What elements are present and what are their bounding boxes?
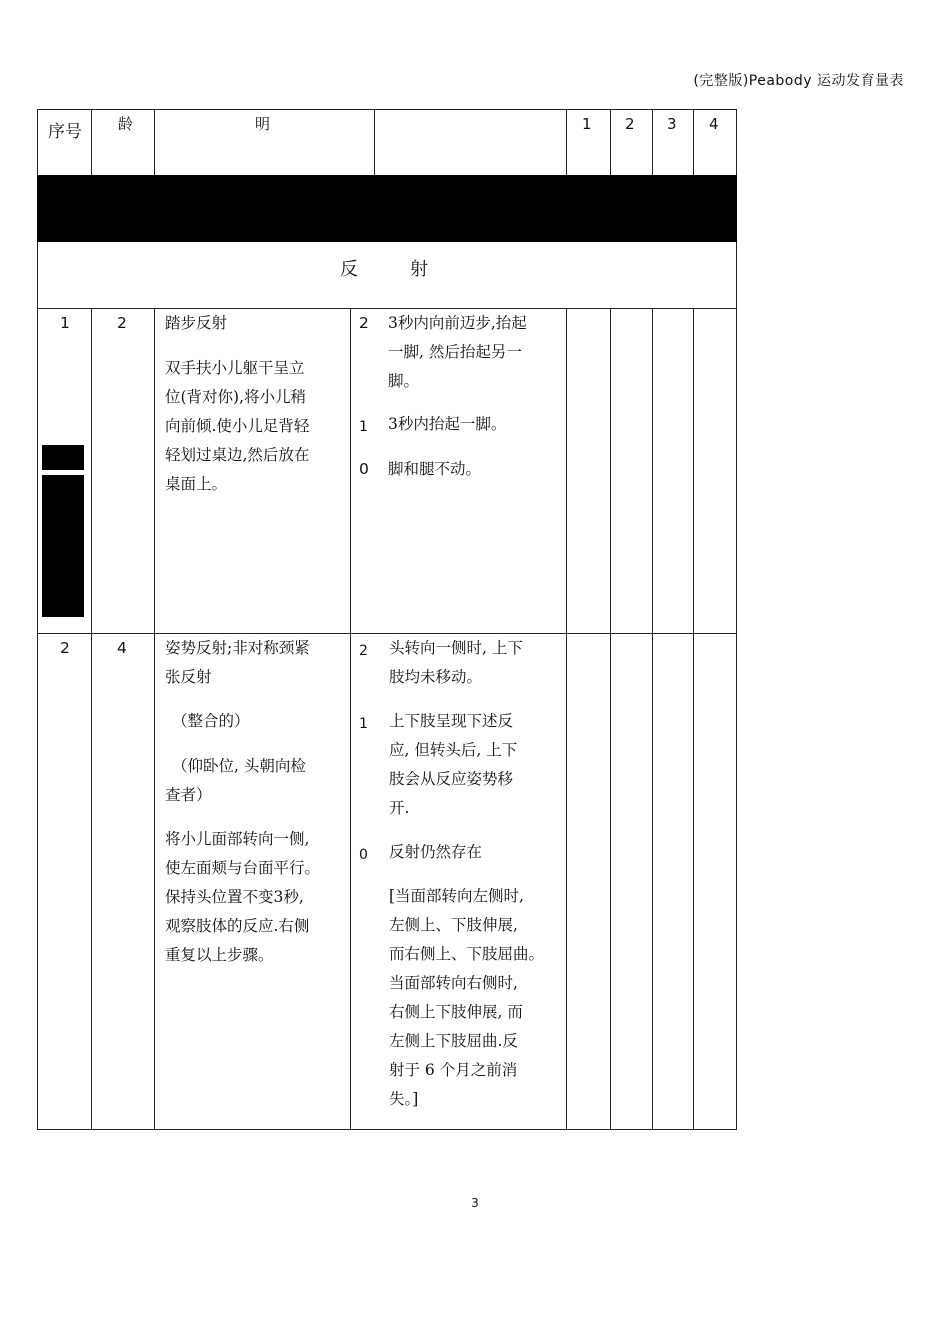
score-note-line: 失。] — [389, 1090, 419, 1108]
header-col-line — [154, 109, 155, 175]
row-number: 2 — [60, 639, 70, 657]
page-number: 3 — [471, 1196, 479, 1210]
score-text-line: 肢均未移动。 — [389, 668, 483, 686]
score-value: 0 — [359, 847, 368, 863]
score-text-line: 开. — [389, 799, 410, 817]
item-title-line: 张反射 — [165, 668, 212, 686]
header-col-line — [693, 109, 694, 175]
redaction-block — [42, 445, 84, 470]
row-age: 2 — [117, 314, 127, 332]
score-text-line: 脚。 — [388, 372, 420, 390]
score-note-line: 左侧上下肢屈曲.反 — [389, 1032, 518, 1050]
body-col-line — [154, 308, 155, 1129]
item-note-line: 查者） — [165, 786, 212, 804]
body-col-line — [91, 308, 92, 1129]
header-cell-score-3: 3 — [667, 115, 677, 133]
section-title — [340, 255, 428, 281]
header-cell-number: 序号 — [48, 122, 82, 142]
item-desc-line: 使左面颊与台面平行。 — [165, 859, 321, 877]
item-desc-line: 观察肢体的反应.右侧 — [165, 917, 310, 935]
redaction-block — [42, 475, 84, 617]
table-border-right — [736, 109, 737, 1130]
score-text-line: 一脚, 然后抬起另一 — [388, 343, 522, 361]
body-col-line — [693, 308, 694, 1129]
item-note-line: （仰卧位, 头朝向检 — [172, 757, 306, 775]
section-title-char: 反 — [340, 259, 358, 280]
item-desc-line: 保持头位置不变3秒, — [165, 888, 304, 906]
item-title: 踏步反射 — [165, 314, 228, 332]
score-note-line: 射于 6 个月之前消 — [389, 1061, 518, 1079]
score-note-line: 当面部转向右侧时, — [389, 974, 518, 992]
score-text-line: 脚和腿不动。 — [388, 460, 482, 478]
score-text-line: 应, 但转头后, 上下 — [389, 741, 518, 759]
section-title-char: 射 — [410, 259, 428, 280]
score-note-line: 而右侧上、下肢屈曲。 — [389, 945, 545, 963]
redaction-band — [37, 175, 737, 242]
row-age: 4 — [117, 639, 127, 657]
score-text-line: 头转向一侧时, 上下 — [389, 639, 523, 657]
item-desc-line: 将小儿面部转向一侧, — [165, 830, 310, 848]
score-value: 1 — [359, 419, 368, 435]
score-note-line: 左侧上、下肢伸展, — [389, 916, 518, 934]
score-text-line: 肢会从反应姿势移 — [389, 770, 514, 788]
score-text-line: 反射仍然存在 — [389, 843, 483, 861]
body-col-line — [610, 308, 611, 1129]
body-col-line — [350, 308, 351, 1129]
header-cell-score-1: 1 — [582, 115, 592, 133]
score-text-line: 3秒内向前迈步,抬起 — [388, 314, 527, 332]
section-divider-line — [37, 308, 737, 309]
score-value: 0 — [359, 460, 369, 478]
header-cell-score-4: 4 — [709, 115, 719, 133]
header-col-line — [566, 109, 567, 175]
item-desc-line: 双手扶小儿躯干呈立 — [165, 359, 305, 377]
header-col-line — [652, 109, 653, 175]
item-desc-line: 位(背对你),将小儿稍 — [165, 388, 307, 406]
header-col-line — [91, 109, 92, 175]
table-border-left — [37, 109, 38, 1130]
score-value: 2 — [359, 643, 368, 659]
body-col-line — [566, 308, 567, 1129]
score-note-line: 右侧上下肢伸展, 而 — [389, 1003, 523, 1021]
item-desc-line: 轻划过桌边,然后放在 — [165, 446, 310, 464]
item-desc-line: 重复以上步骤。 — [165, 946, 274, 964]
row-divider-line — [37, 633, 737, 634]
item-note-line: （整合的） — [172, 712, 250, 730]
header-cell-age: 龄 — [118, 115, 134, 133]
header-cell-description: 明 — [255, 115, 271, 133]
header-col-line — [610, 109, 611, 175]
table-border-bottom — [37, 1129, 737, 1130]
score-value: 2 — [359, 314, 369, 332]
document-header-title: (完整版)Peabody 运动发育量表 — [693, 73, 904, 89]
score-text-line: 上下肢呈现下述反 — [389, 712, 514, 730]
body-col-line — [652, 308, 653, 1129]
score-text-line: 3秒内抬起一脚。 — [388, 415, 507, 433]
score-note-line: [当面部转向左侧时, — [389, 887, 524, 905]
header-cell-score-2: 2 — [625, 115, 635, 133]
header-col-line — [374, 109, 375, 175]
row-number: 1 — [60, 314, 70, 332]
item-desc-line: 向前倾.使小儿足背轻 — [165, 417, 310, 435]
item-title-line: 姿势反射;非对称颈紧 — [165, 639, 310, 657]
score-value: 1 — [359, 716, 368, 732]
item-desc-line: 桌面上。 — [165, 475, 228, 493]
